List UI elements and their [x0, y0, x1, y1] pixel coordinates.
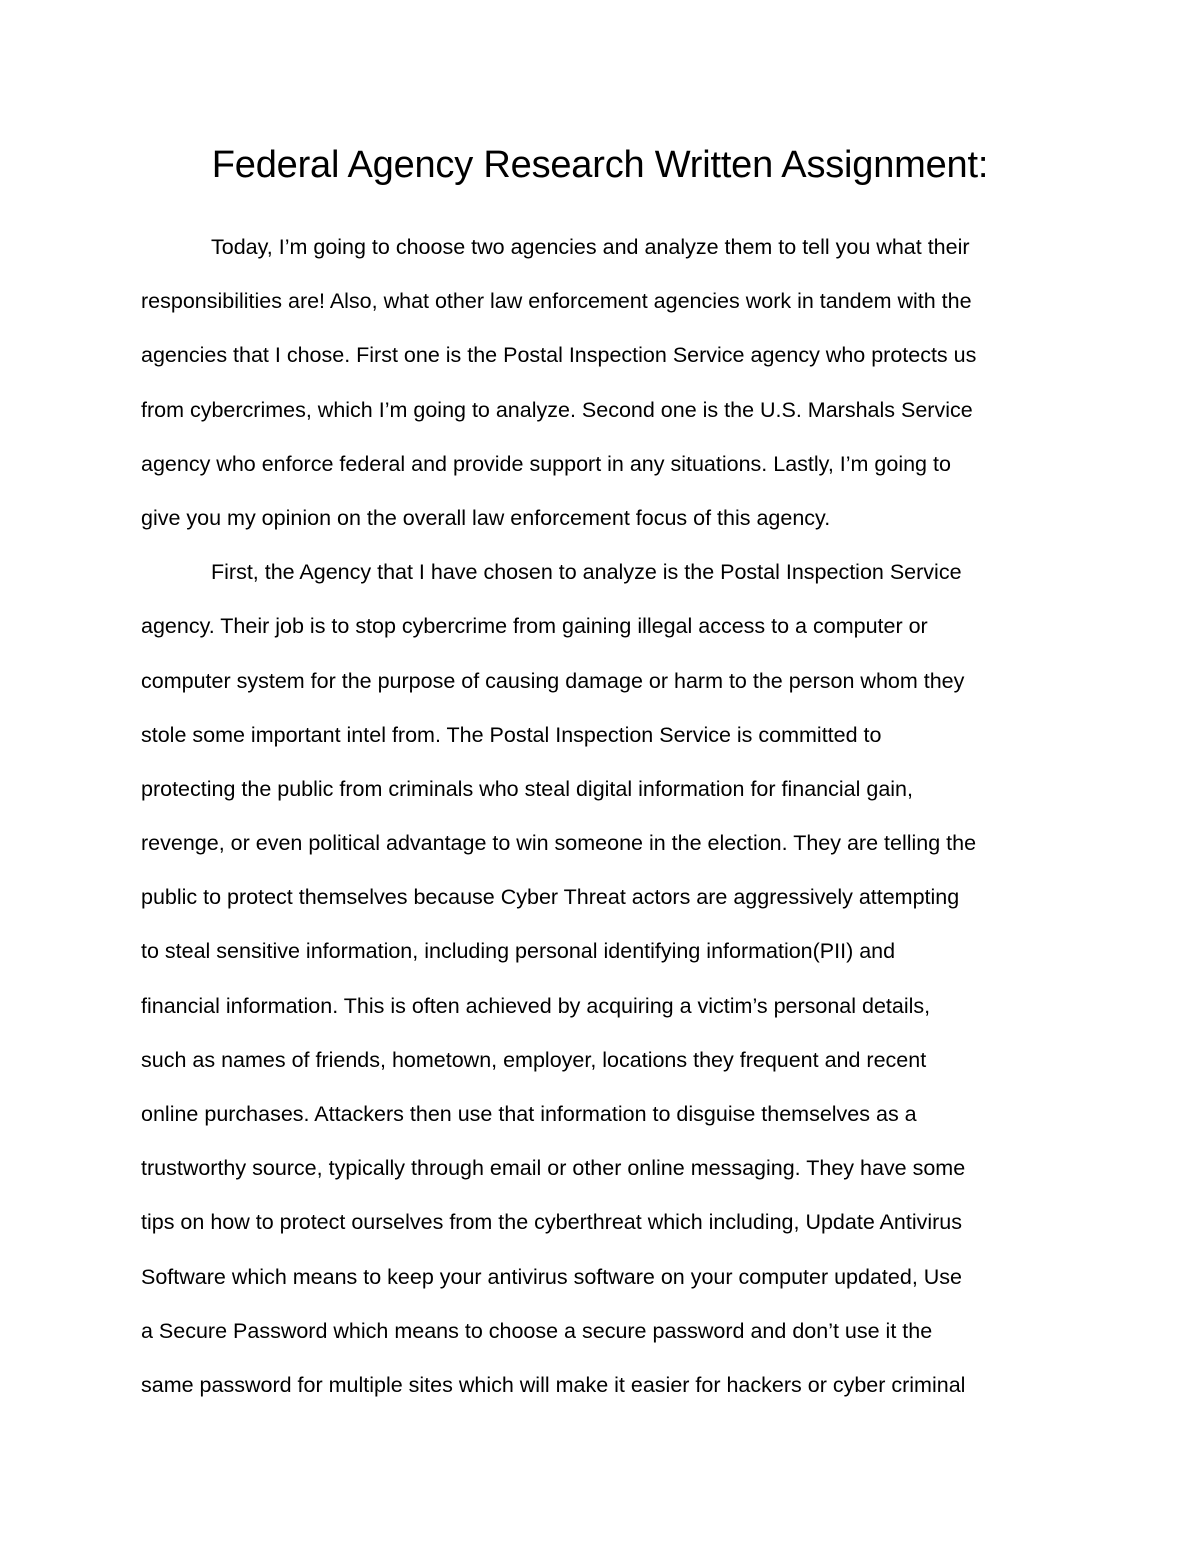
paragraph-line: agency who enforce federal and provide support in any situations. Lastly, I’m going to [141, 451, 951, 476]
paragraph-line: Software which means to keep your antivirus software on your computer updated, Use [141, 1264, 962, 1289]
document-body [141, 220, 1071, 1412]
paragraph-line: First, the Agency that I have chosen to analyze is the Postal Inspection Service [211, 560, 962, 585]
paragraph-line: public to protect themselves because Cyber Threat actors are aggressively attempting [141, 885, 960, 910]
paragraph-introduction [141, 220, 1071, 545]
paragraph-postal-inspection [141, 545, 1071, 1412]
paragraph-line: agencies that I chose. First one is the Postal Inspection Service agency who protects us [141, 343, 977, 368]
paragraph-line: agency. Their job is to stop cybercrime from gaining illegal access to a computer or [141, 614, 928, 639]
paragraph-line: Today, I’m going to choose two agencies and analyze them to tell you what their [211, 235, 970, 259]
paragraph-line: protecting the public from criminals who steal digital information for financial gain, [141, 776, 913, 801]
paragraph-line: financial information. This is often achieved by acquiring a victim’s personal details, [141, 993, 931, 1018]
paragraph-line: from cybercrimes, which I’m going to analyze. Second one is the U.S. Marshals Service [141, 397, 973, 422]
paragraph-line: tips on how to protect ourselves from the cyberthreat which including, Update Antivirus [141, 1210, 962, 1235]
paragraph-line: trustworthy source, typically through email or other online messaging. They have some [141, 1156, 966, 1181]
paragraph-line: stole some important intel from. The Postal Inspection Service is committed to [141, 722, 882, 747]
paragraph-line: responsibilities are! Also, what other law enforcement agencies work in tandem with the [141, 289, 972, 314]
paragraph-line: a Secure Password which means to choose a secure password and don’t use it the [141, 1318, 933, 1343]
document-title: Federal Agency Research Written Assignment: [211, 144, 989, 186]
paragraph-line: such as names of friends, hometown, employer, locations they frequent and recent [141, 1047, 927, 1072]
paragraph-line: give you my opinion on the overall law enforcement focus of this agency. [141, 505, 831, 530]
paragraph-line: online purchases. Attackers then use that information to disguise themselves as a [141, 1102, 917, 1126]
paragraph-line: same password for multiple sites which will make it easier for hackers or cyber criminal [141, 1372, 966, 1397]
paragraph-line: computer system for the purpose of causing damage or harm to the person whom they [141, 668, 965, 693]
paragraph-line: revenge, or even political advantage to win someone in the election. They are telling the [141, 831, 977, 856]
paragraph-line: to steal sensitive information, including personal identifying information(PII) and [141, 939, 896, 964]
